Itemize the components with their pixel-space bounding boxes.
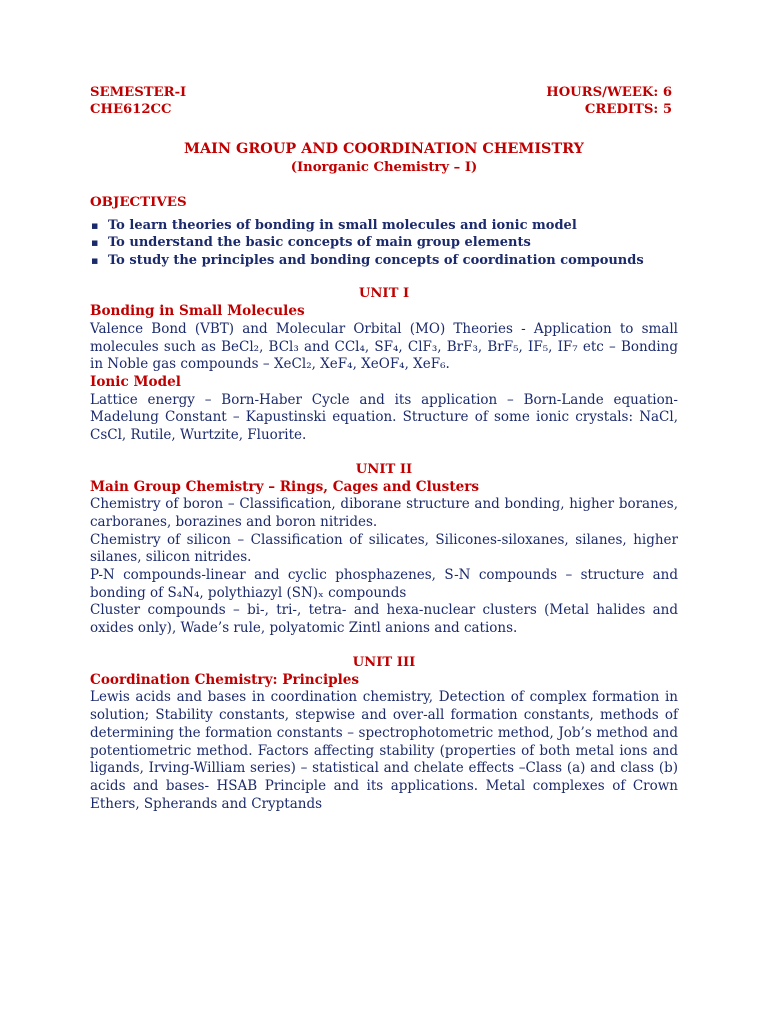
unit-2-boron-text: Chemistry of boron – Classification, diborane structure and bonding, higher boranes, carboranes, borazines and boron nitrides.: [90, 496, 678, 530]
unit-3-heading: Coordination Chemistry: Principles: [90, 671, 360, 688]
unit-1-bonding-text: Valence Bond (VBT) and Molecular Orbital (MO) Theories - Application to small molecules such as BeCl₂, BCl₃ and CCl₄, SF₄, ClF₃, BrF₃, BrF₅, IF₅, IF₇ etc – Bonding in Noble gas compounds – XeCl₂, XeF₄, XeOF₄, XeF₆.: [90, 320, 678, 373]
unit-1-label: UNIT I: [358, 286, 410, 302]
list-item: ▪ To learn theories of bonding in small molecules and ionic model: [91, 218, 577, 233]
list-item: ▪ To study the principles and bonding concepts of coordination compounds: [91, 252, 644, 268]
syllabus-page: [90, 84, 678, 813]
bullet-icon: ▪: [91, 253, 99, 267]
unit-1-heading-ionic: Ionic Model: [90, 373, 181, 390]
unit-2-pn-text: P-N compounds-linear and cyclic phosphazenes, S-N compounds – structure and bonding of S₄N₄, polythiazyl (SN)ₓ compounds: [90, 567, 678, 601]
course-title: MAIN GROUP AND COORDINATION CHEMISTRY: [184, 140, 584, 157]
unit-3-principles-text: Lewis acids and bases in coordination chemistry, Detection of complex formation in solution; Stability constants, stepwise and over-all formation constants, methods of determining the formation constants – spectrophotometric method, Job’s method and potentiometric method. Factors affecting stability (properties of both metal ions and ligands, Irving-William series) – statistical and chelate effects –Class (a) and class (b) acids and bases- HSAB Principle and its applications. Metal complexes of Crown Ethers, Spherands and Cryptands: [90, 689, 678, 812]
semester-label: SEMESTER-I: [90, 85, 187, 100]
unit-2-heading: Main Group Chemistry – Rings, Cages and Clusters: [90, 478, 480, 495]
unit-2-silicon-text: Chemistry of silicon – Classification of silicates, Silicones-siloxanes, silanes, higher silanes, silicon nitrides.: [90, 531, 678, 566]
hours-per-week: HOURS/WEEK: 6: [546, 85, 672, 100]
course-code: CHE612CC: [90, 102, 172, 117]
unit-3-label: UNIT III: [352, 654, 416, 670]
objectives-list: [90, 217, 678, 269]
unit-2-label: UNIT II: [355, 461, 413, 477]
credits: CREDITS: 5: [584, 102, 672, 117]
objectives-heading: OBJECTIVES: [90, 194, 187, 210]
unit-1-ionic-text: Lattice energy – Born-Haber Cycle and its application – Born-Lande equation- Madelung Constant – Kapustinski equation. Structure of some ionic crystals: NaCl, CsCl, Rutile, Wurtzite, Fluorite.: [90, 391, 678, 443]
header-row-2: [90, 101, 678, 118]
course-subtitle: (Inorganic Chemistry – I): [290, 160, 478, 175]
bullet-icon: ▪: [91, 219, 99, 232]
header-row-1: [90, 84, 678, 101]
list-item: ▪ To understand the basic concepts of main group elements: [91, 235, 531, 251]
unit-1-heading-bonding: Bonding in Small Molecules: [90, 303, 305, 320]
unit-2-cluster-text: Cluster compounds – bi-, tri-, tetra- and hexa-nuclear clusters (Metal halides and oxides only), Wade’s rule, polyatomic Zintl anions and cations.: [90, 602, 678, 637]
bullet-icon: ▪: [91, 236, 99, 250]
